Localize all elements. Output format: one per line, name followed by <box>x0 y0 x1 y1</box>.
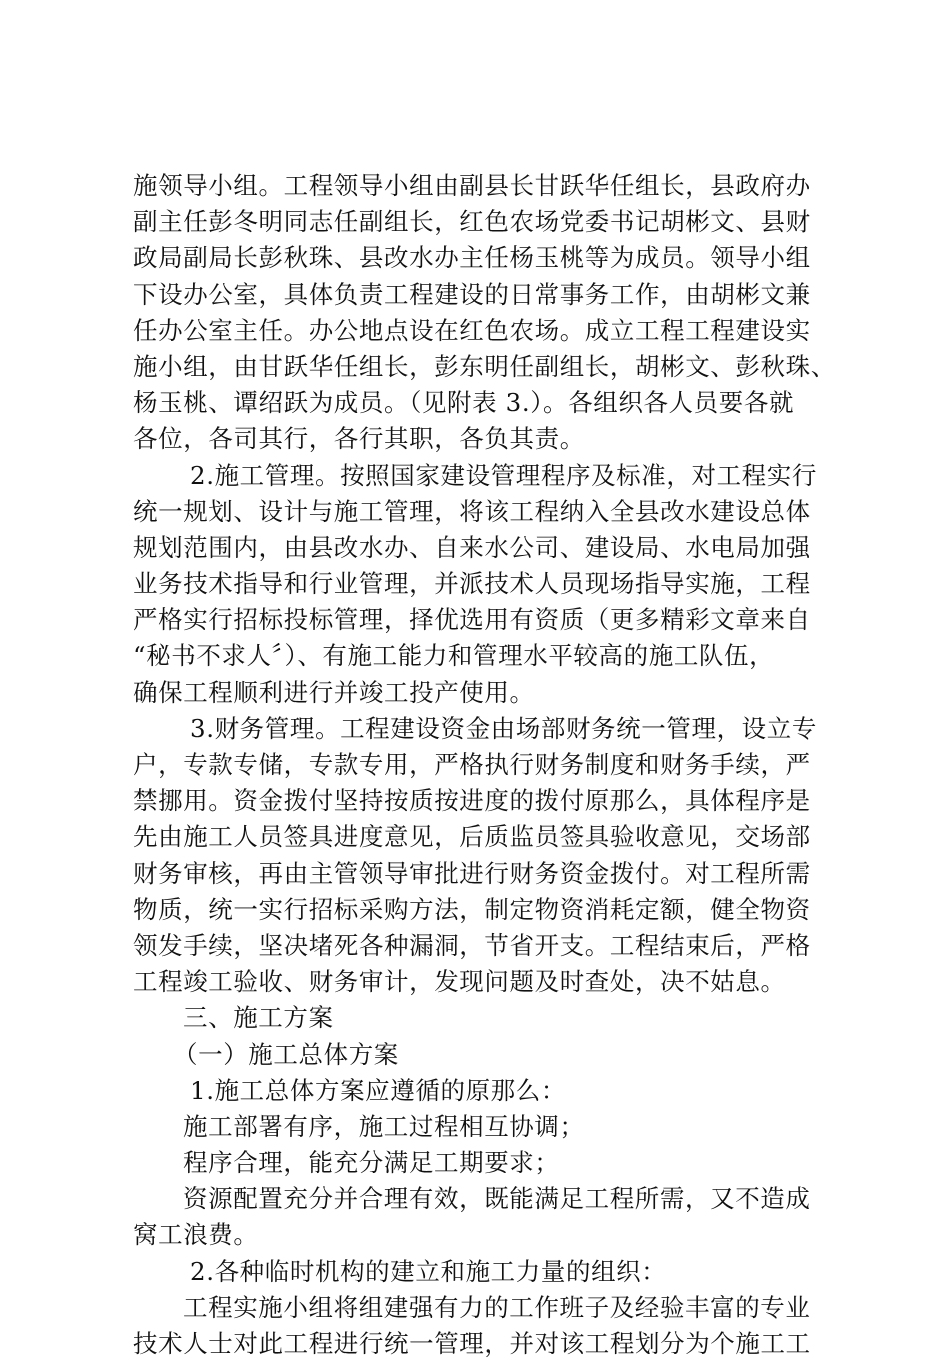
text-line: 杨玉桃、谭绍跃为成员。（见附表 3.）。各组织各人员要各就 <box>133 388 795 418</box>
text-line: 技术人士对此工程进行统一管理，并对该工程划分为个施工工 <box>133 1329 811 1358</box>
text-line: 各位，各司其行，各行其职，各负其责。 <box>133 424 585 454</box>
text-line: 程序合理，能充分满足工期要求； <box>183 1148 560 1178</box>
text-line: 施工部署有序，施工过程相互协调； <box>183 1111 585 1141</box>
text-line: 施领导小组。工程领导小组由副县长甘跃华任组长，县政府办 <box>133 171 811 200</box>
text-line: 任办公室主任。办公地点设在红色农场。成立工程工程建设实 <box>133 315 811 345</box>
text-line: 财务审核，再由主管领导审批进行财务资金拨付。对工程所需 <box>133 858 811 888</box>
text-line: 施小组，由甘跃华任组长，彭东明任副组长，胡彬文、彭秋珠、 <box>133 351 836 381</box>
text-line: 资源配置充分并合理有效，既能满足工程所需，又不造成 <box>183 1184 811 1214</box>
text-line: 统一规划、设计与施工管理，将该工程纳入全县改水建设总体 <box>133 496 811 526</box>
text-line: 领发手续，坚决堵死各种漏洞，节省开支。工程结束后，严格 <box>133 930 811 960</box>
text-line: 三、施工方案 <box>183 1003 334 1033</box>
text-line: 窝工浪费。 <box>133 1220 259 1250</box>
text-line: 物质，统一实行招标采购方法，制定物资消耗定额，健全物资 <box>133 894 811 924</box>
text-line: 工程实施小组将组建强有力的工作班子及经验丰富的专业 <box>183 1292 811 1322</box>
text-line: 禁挪用。资金拨付坚持按质按进度的拨付原那么，具体程序是 <box>133 786 811 816</box>
text-line: 2.各种临时机构的建立和施工力量的组织： <box>190 1256 667 1286</box>
text-line: 3.财务管理。工程建设资金由场部财务统一管理，设立专 <box>190 713 817 743</box>
text-line: 严格实行招标投标管理，择优选用有资质（更多精彩文章来自 <box>133 605 811 635</box>
text-line: 副主任彭冬明同志任副组长，红色农场党委书记胡彬文、县财 <box>133 207 811 237</box>
text-line: “秘书不求人〞）、有施工能力和管理水平较高的施工队伍， <box>133 641 775 671</box>
text-line: 规划范围内，由县改水办、自来水公司、建设局、水电局加强 <box>133 532 811 562</box>
text-line: 先由施工人员签具进度意见，后质监员签具验收意见，交场部 <box>133 822 811 852</box>
text-line: 确保工程顺利进行并竣工投产使用。 <box>133 677 535 707</box>
text-line: 1.施工总体方案应遵循的原那么： <box>190 1075 566 1105</box>
document-body <box>133 168 836 1362</box>
text-line: 工程竣工验收、财务审计，发现问题及时查处，决不姑息。 <box>133 967 786 997</box>
text-line: （一）施工总体方案 <box>173 1039 399 1069</box>
text-line: 业务技术指导和行业管理，并派技术人员现场指导实施，工程 <box>133 569 811 599</box>
text-line: 政局副局长彭秋珠、县改水办主任杨玉桃等为成员。领导小组 <box>133 243 811 273</box>
text-line: 户，专款专储，专款专用，严格执行财务制度和财务手续，严 <box>133 750 811 779</box>
text-line: 2.施工管理。按照国家建设管理程序及标准，对工程实行 <box>190 460 817 490</box>
text-line: 下设办公室，具体负责工程建设的日常事务工作，由胡彬文兼 <box>133 279 811 309</box>
